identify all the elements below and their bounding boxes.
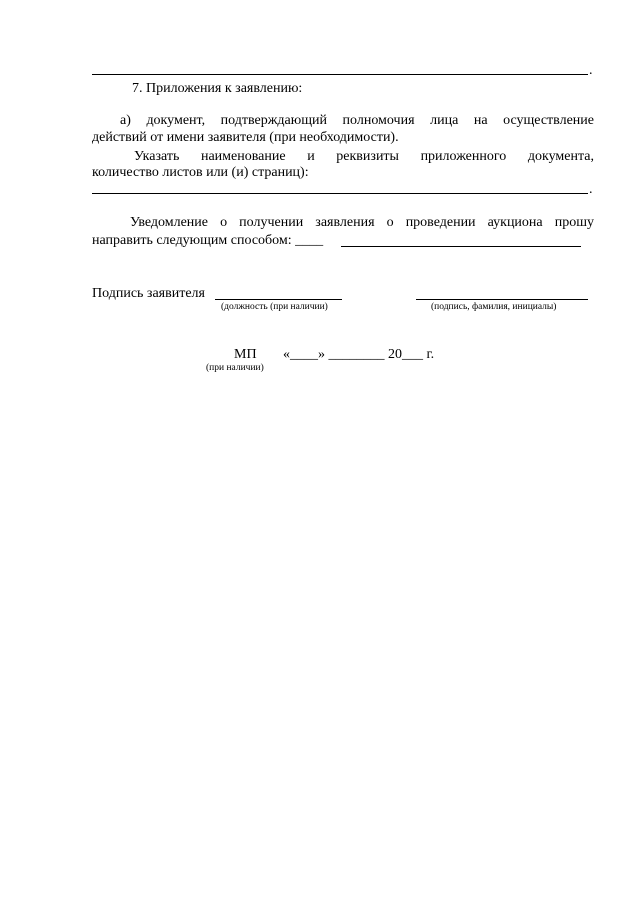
signature-name-field[interactable] (416, 299, 588, 300)
attachment-fill-line (92, 193, 588, 194)
stamp-mp-label: МП (234, 347, 257, 362)
item-a-line-2: действий от имени заявителя (при необходимости). (92, 130, 399, 145)
specify-line-2: количество листов или (и) страниц): (92, 165, 309, 180)
top-fill-line (92, 74, 588, 75)
item-a-line-1: а) документ, подтверждающий полномочия лица на осуществление (120, 113, 594, 128)
specify-line-1: Указать наименование и реквизиты приложенного документа, (134, 149, 594, 164)
notification-line-1: Уведомление о получении заявления о проведении аукциона прошу (130, 215, 594, 230)
top-line-end-mark: . (589, 63, 593, 78)
attachment-line-end-mark: . (589, 182, 593, 197)
signature-label: Подпись заявителя (92, 286, 205, 301)
position-field[interactable] (215, 299, 342, 300)
position-caption: (должность (при наличии) (221, 302, 328, 312)
stamp-date-line: «____» ________ 20___ г. (283, 347, 435, 362)
notification-line-2: направить следующим способом: ____ (92, 233, 324, 248)
notification-method-field[interactable] (341, 246, 581, 247)
stamp-caption: (при наличии) (206, 363, 264, 373)
section-7-heading: 7. Приложения к заявлению: (132, 81, 303, 96)
signature-name-caption: (подпись, фамилия, инициалы) (431, 302, 557, 312)
